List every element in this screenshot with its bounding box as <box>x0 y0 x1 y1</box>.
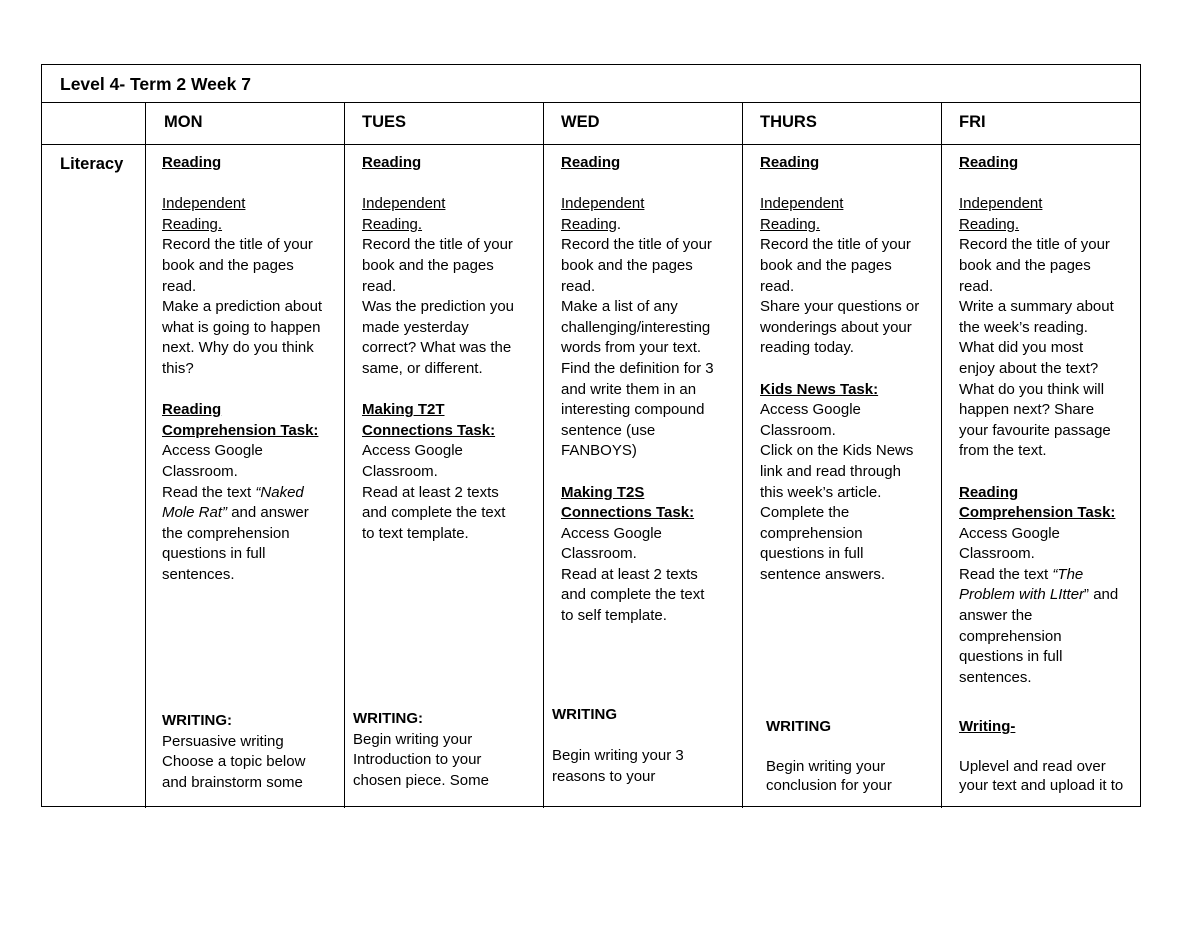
text-line: Read at least 2 texts <box>362 483 499 501</box>
text-line: what is going to happen <box>162 318 321 336</box>
text-line: Record the title of your <box>959 236 1110 254</box>
row-divider <box>42 144 1140 145</box>
text-line: from the text. <box>959 442 1047 460</box>
text-line: What do you think will <box>959 380 1105 398</box>
task-heading: Reading <box>959 483 1019 501</box>
text-line: book and the pages <box>561 256 693 274</box>
text-line: and complete the text <box>362 504 506 522</box>
row-divider <box>42 102 1140 103</box>
text-line: the week’s reading. <box>959 318 1088 336</box>
row-label-literacy: Literacy <box>60 155 124 173</box>
tues-reading-cell <box>362 153 514 544</box>
text-line: Choose a topic below <box>162 753 306 771</box>
text-line <box>959 565 1118 586</box>
text-line: book and the pages <box>959 256 1091 274</box>
text-line: book and the pages <box>362 256 494 274</box>
independent-heading: Reading <box>561 215 617 233</box>
text-line: questions in full <box>959 648 1063 666</box>
fri-reading-cell <box>959 153 1118 688</box>
text-run: and answer <box>227 504 309 522</box>
reading-heading: Reading <box>760 154 820 171</box>
text-line: sentences. <box>162 565 235 583</box>
writing-heading: WRITING: <box>353 710 423 727</box>
text-line: Record the title of your <box>162 236 313 254</box>
text-line: Uplevel and read over <box>959 758 1106 776</box>
text-line: Complete the <box>760 504 850 522</box>
text-title-run: “The <box>1052 565 1084 583</box>
text-line: wonderings about your <box>760 318 912 336</box>
text-line: read. <box>362 277 397 295</box>
independent-heading: Independent <box>561 195 645 213</box>
text-line: made yesterday <box>362 318 469 336</box>
text-run: ” and <box>1084 586 1119 604</box>
text-line: next. Why do you think <box>162 339 314 357</box>
text-line: reasons to your <box>552 767 656 785</box>
text-line: Begin writing your <box>766 758 886 776</box>
page-title: Level 4- Term 2 Week 7 <box>60 74 251 94</box>
text-line: book and the pages <box>760 256 892 274</box>
text-line: Begin writing your <box>353 730 473 748</box>
text-line: Find the definition for 3 <box>561 359 714 377</box>
text-line: Begin writing your 3 <box>552 747 684 765</box>
independent-heading: Reading. <box>162 215 223 233</box>
wed-reading-cell <box>561 153 714 627</box>
text-line: enjoy about the text? <box>959 359 1099 377</box>
text-line: Record the title of your <box>561 236 712 254</box>
text-line: Classroom. <box>959 545 1035 563</box>
text-line: your favourite passage <box>959 421 1111 439</box>
text-line: and brainstorm some <box>162 773 303 791</box>
text-line: read. <box>959 277 994 295</box>
text-line: to self template. <box>561 607 667 625</box>
text-title-run: “Naked <box>255 483 304 501</box>
text-line: Classroom. <box>760 421 836 439</box>
text-line: sentence (use <box>561 421 656 439</box>
text-line: read. <box>561 277 596 295</box>
text-line <box>561 215 714 236</box>
day-header-fri: FRI <box>959 113 986 131</box>
text-title-run: Problem with LItter <box>959 586 1085 604</box>
text-line: Classroom. <box>561 545 637 563</box>
text-line: FANBOYS) <box>561 442 637 460</box>
task-heading: Making T2S <box>561 483 645 501</box>
task-heading: Reading <box>162 401 222 419</box>
text-line: link and read through <box>760 462 901 480</box>
text-line: Read at least 2 texts <box>561 565 698 583</box>
text-line: Classroom. <box>362 462 438 480</box>
text-line: Access Google <box>959 524 1060 542</box>
independent-heading: Independent <box>760 195 844 213</box>
thurs-writing-cell <box>766 717 892 795</box>
text-line: Persuasive writing <box>162 732 284 750</box>
column-divider <box>742 102 743 808</box>
text-line: words from your text. <box>561 339 702 357</box>
column-divider <box>145 102 146 808</box>
day-header-tues: TUES <box>362 113 407 131</box>
text-run: Read the text <box>162 483 256 501</box>
independent-heading: Reading. <box>362 215 423 233</box>
text-line: your text and upload it to <box>959 776 1124 794</box>
text-line: read. <box>162 277 197 295</box>
fri-writing-cell <box>959 717 1123 795</box>
text-line: questions in full <box>162 545 266 563</box>
mon-writing-cell <box>162 711 305 793</box>
text-line: Access Google <box>362 442 463 460</box>
text-line: this? <box>162 359 194 377</box>
text-line: same, or different. <box>362 359 483 377</box>
text-line: comprehension <box>959 627 1062 645</box>
text-line: and write them in an <box>561 380 697 398</box>
reading-heading: Reading <box>362 154 422 171</box>
text-line: Record the title of your <box>760 236 911 254</box>
text-line <box>162 503 322 524</box>
text-line: sentences. <box>959 668 1032 686</box>
independent-heading: Reading. <box>760 215 821 233</box>
writing-heading: WRITING: <box>162 712 232 729</box>
text-line: answer the <box>959 607 1033 625</box>
wed-writing-cell <box>552 705 684 787</box>
independent-heading: Independent <box>959 195 1043 213</box>
text-line: Write a summary about <box>959 298 1114 316</box>
text-line: this week’s article. <box>760 483 882 501</box>
text-line: What did you most <box>959 339 1084 357</box>
independent-heading: Independent <box>362 195 446 213</box>
text-line: Access Google <box>162 442 263 460</box>
text-line: comprehension <box>760 524 863 542</box>
text-line <box>959 585 1118 606</box>
day-header-wed: WED <box>561 113 600 131</box>
mon-reading-cell <box>162 153 322 585</box>
text-line: challenging/interesting <box>561 318 711 336</box>
text-run: . <box>616 215 622 233</box>
text-line: the comprehension <box>162 524 290 542</box>
thurs-reading-cell <box>760 153 919 585</box>
task-heading: Connections Task: <box>362 421 496 439</box>
text-line: reading today. <box>760 339 854 357</box>
text-line: to text template. <box>362 524 469 542</box>
text-line: Click on the Kids News <box>760 442 914 460</box>
writing-heading: Writing- <box>959 718 1016 735</box>
text-line: Introduction to your <box>353 751 482 769</box>
task-heading: Connections Task: <box>561 504 695 522</box>
column-divider <box>941 102 942 808</box>
text-line: interesting compound <box>561 401 705 419</box>
task-heading: Comprehension Task: <box>959 504 1116 522</box>
writing-heading: WRITING <box>552 706 617 723</box>
text-run: Read the text <box>959 565 1053 583</box>
text-line: read. <box>760 277 795 295</box>
text-line: Classroom. <box>162 462 238 480</box>
text-line: Was the prediction you <box>362 298 515 316</box>
column-divider <box>344 102 345 808</box>
text-line: and complete the text <box>561 586 705 604</box>
column-divider <box>543 102 544 808</box>
text-line: questions in full <box>760 545 864 563</box>
text-title-run: Mole Rat” <box>162 504 228 522</box>
text-line: sentence answers. <box>760 565 886 583</box>
text-line: happen next? Share <box>959 401 1095 419</box>
task-heading: Kids News Task: <box>760 380 879 398</box>
text-line: Access Google <box>760 401 861 419</box>
reading-heading: Reading <box>162 154 222 171</box>
reading-heading: Reading <box>561 154 621 171</box>
text-line <box>162 483 322 504</box>
independent-heading: Reading. <box>959 215 1020 233</box>
weekly-plan-table <box>41 64 1141 807</box>
independent-heading: Independent <box>162 195 246 213</box>
tues-writing-cell <box>353 709 489 791</box>
text-line: correct? What was the <box>362 339 512 357</box>
day-header-mon: MON <box>164 113 203 131</box>
task-heading: Making T2T <box>362 401 445 419</box>
text-line: Access Google <box>561 524 662 542</box>
text-line: Share your questions or <box>760 298 920 316</box>
day-header-thurs: THURS <box>760 113 817 131</box>
text-line: Record the title of your <box>362 236 513 254</box>
text-line: book and the pages <box>162 256 294 274</box>
text-line: Make a list of any <box>561 298 678 316</box>
text-line: conclusion for your <box>766 776 892 794</box>
text-line: chosen piece. Some <box>353 771 489 789</box>
reading-heading: Reading <box>959 154 1019 171</box>
writing-heading: WRITING <box>766 718 831 735</box>
task-heading: Comprehension Task: <box>162 421 319 439</box>
text-line: Make a prediction about <box>162 298 323 316</box>
